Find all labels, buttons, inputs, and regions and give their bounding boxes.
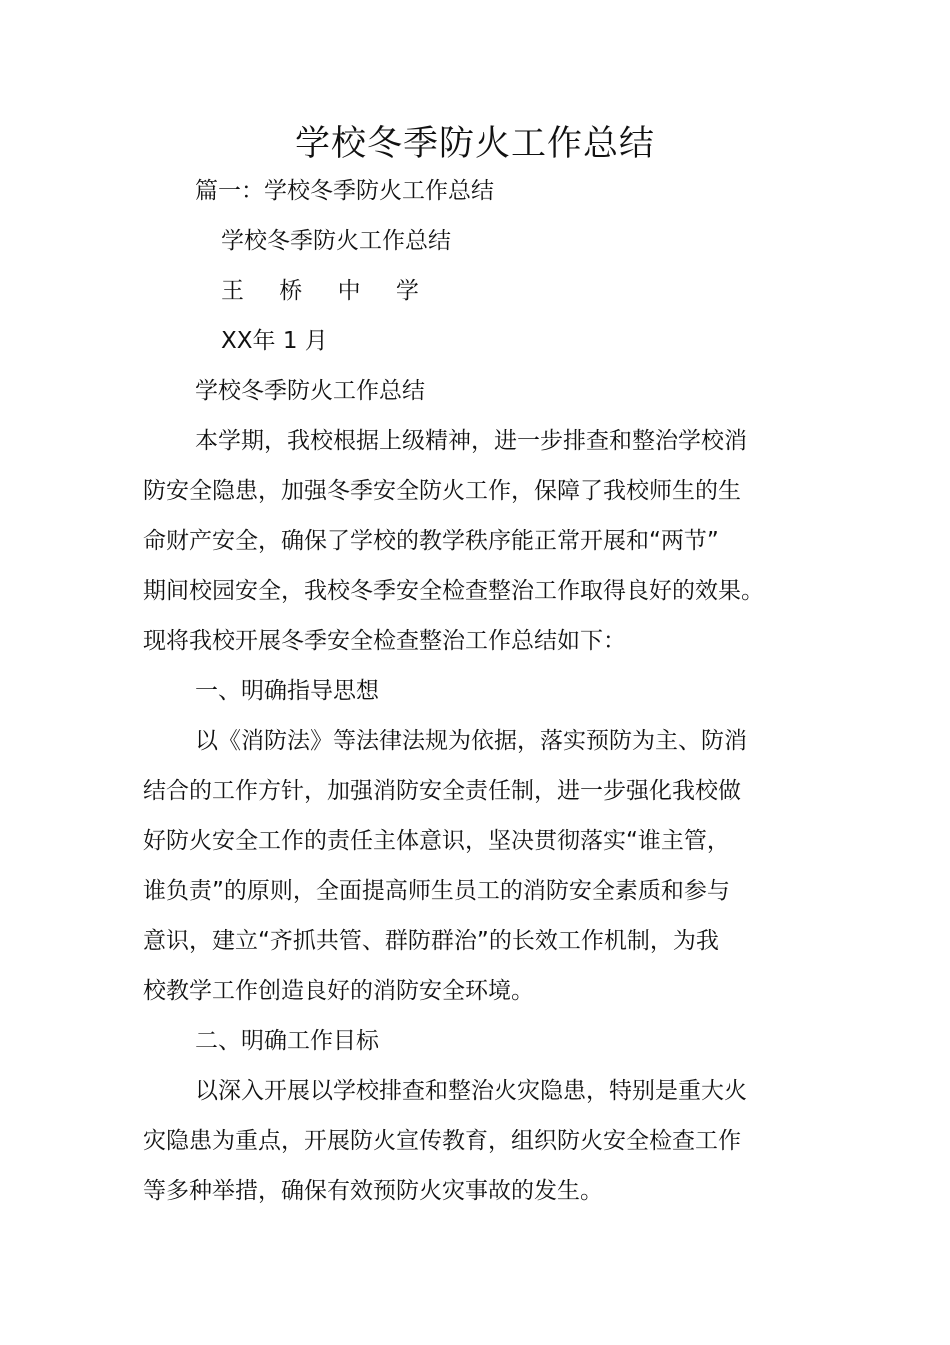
heading-piece: 篇一：学校冬季防火工作总结 [195,178,494,204]
section-line: 谁负责”的原则，全面提高师生员工的消防安全素质和参与 [143,878,730,904]
school-name: 王 桥 中 学 [221,278,433,304]
section-line: 以深入开展以学校排查和整治火灾隐患，特别是重大火 [195,1078,747,1104]
section-line: 校教学工作创造良好的消防安全环境。 [143,978,534,1004]
intro-line: 本学期，我校根据上级精神，进一步排查和整治学校消 [195,428,747,454]
document-date: XX年 1 月 [221,328,328,354]
section-line: 灾隐患为重点，开展防火宣传教育，组织防火安全检查工作 [143,1128,741,1154]
intro-line: 防安全隐患，加强冬季安全防火工作，保障了我校师生的生 [143,478,741,504]
intro-line: 命财产安全，确保了学校的教学秩序能正常开展和“两节” [143,528,719,554]
section-line: 以《消防法》等法律法规为依据，落实预防为主、防消 [195,728,747,754]
cover-title: 学校冬季防火工作总结 [221,228,451,254]
section-line: 结合的工作方针，加强消防安全责任制，进一步强化我校做 [143,778,741,804]
section-heading: 二、明确工作目标 [195,1028,379,1054]
section-line: 好防火安全工作的责任主体意识，坚决贯彻落实“谁主管， [143,828,730,854]
intro-line: 期间校园安全，我校冬季安全检查整治工作取得良好的效果。 [143,578,764,604]
section-line: 意识，建立“齐抓共管、群防群治”的长效工作机制，为我 [143,928,719,954]
section-heading: 一、明确指导思想 [195,678,379,704]
body-title: 学校冬季防火工作总结 [195,378,425,404]
document-title: 学校冬季防火工作总结 [294,124,655,164]
section-line: 等多种举措，确保有效预防火灾事故的发生。 [143,1178,603,1204]
intro-line: 现将我校开展冬季安全检查整治工作总结如下： [143,628,626,654]
